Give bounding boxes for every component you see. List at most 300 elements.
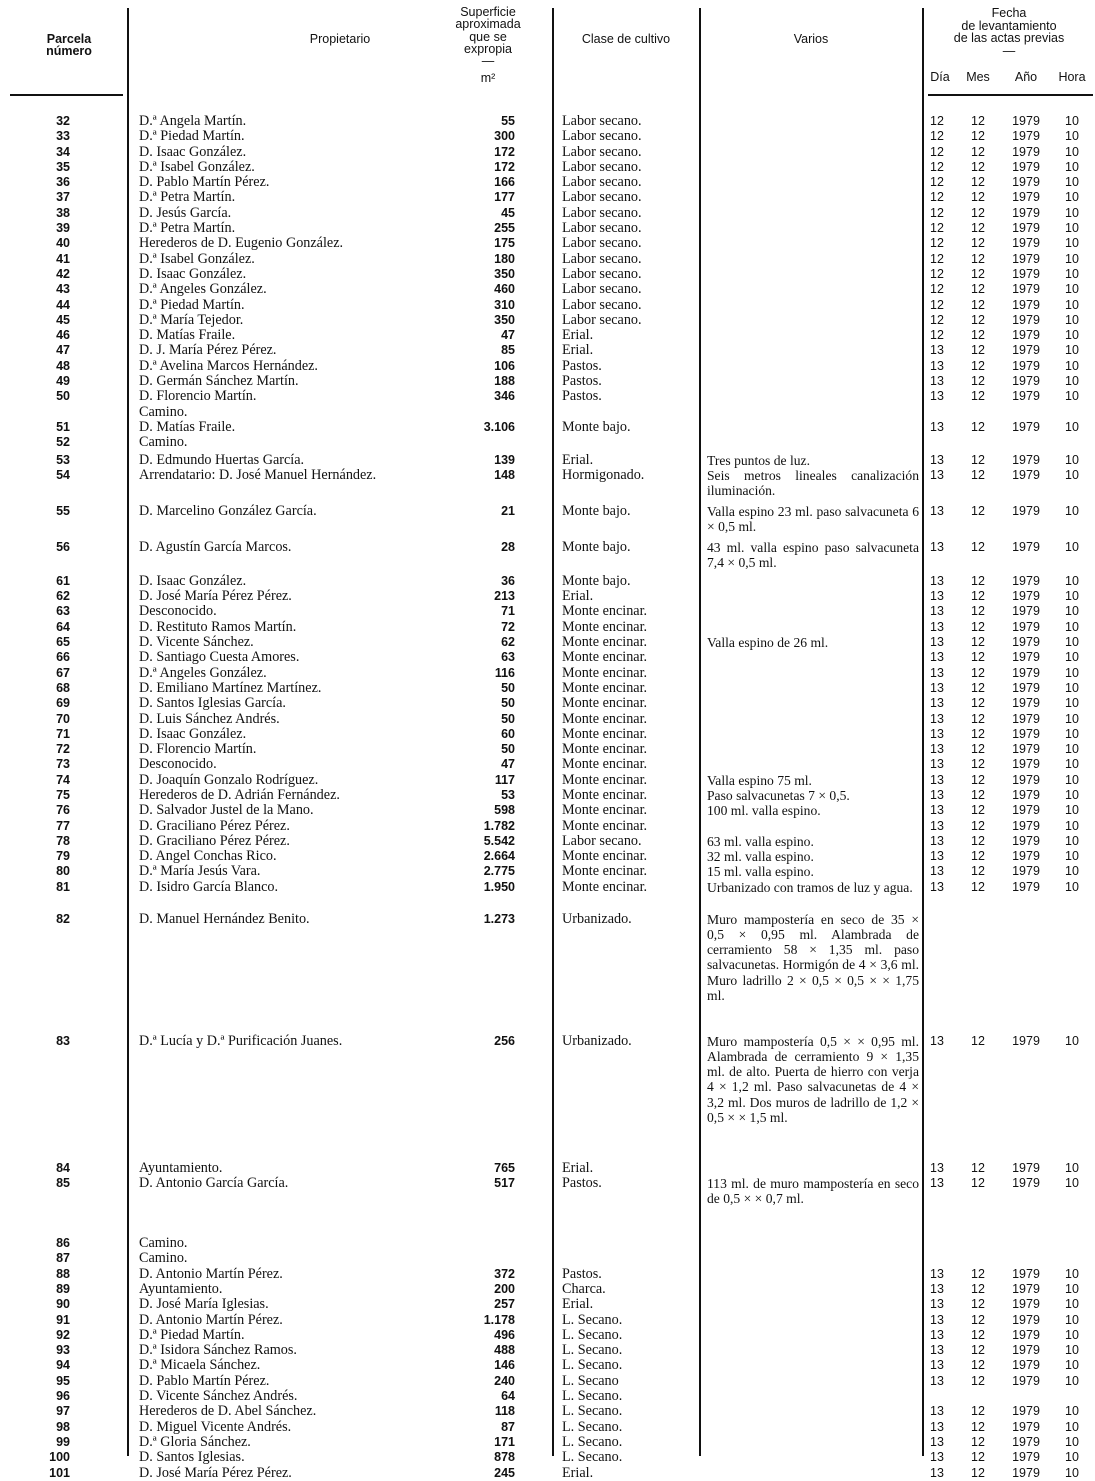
cell-parcel-number: 65 [56,635,70,650]
cell-parcel-number: 33 [56,129,70,144]
cell-hour: 10 [1065,251,1079,266]
cell-surface: 346 [494,389,515,404]
cell-surface: 765 [494,1160,515,1175]
cell-hour: 10 [1065,1450,1079,1465]
cell-parcel-number: 40 [56,236,70,251]
table-row [0,328,1095,343]
cell-surface: 256 [494,1033,515,1048]
cell-month: 12 [971,849,985,864]
cell-parcel-number: 42 [56,266,70,281]
cell-year: 1979 [1012,236,1040,251]
cell-owner: D. J. María Pérez Pérez. [139,342,277,359]
cell-day: 13 [930,1358,944,1373]
cell-crop-class: Labor secano. [562,311,642,328]
cell-hour: 10 [1065,864,1079,879]
cell-parcel-number: 32 [56,114,70,128]
cell-year: 1979 [1012,1343,1040,1358]
cell-hour: 10 [1065,1281,1079,1296]
table-row [0,1313,1095,1328]
cell-notes: Valla espino 23 ml. paso salvacuneta 6 × 0,5 ml. [707,503,919,535]
cell-hour: 10 [1065,619,1079,634]
cell-parcel-number: 97 [56,1404,70,1419]
cell-surface: 117 [494,772,515,787]
cell-parcel-number: 95 [56,1373,70,1388]
cell-month: 12 [971,787,985,802]
cell-hour: 10 [1065,849,1079,864]
cell-year: 1979 [1012,389,1040,404]
cell-notes: 113 ml. de muro mampostería en seco de 0,5 × × 0,7 ml. [707,1176,919,1207]
cell-crop-class: Pastos. [562,1175,602,1192]
cell-surface: 2.664 [483,849,515,864]
cell-month: 12 [971,251,985,266]
cell-crop-class: Erial. [562,1159,594,1176]
cell-day: 12 [930,159,944,174]
cell-hour: 10 [1065,374,1079,389]
cell-month: 12 [971,1419,985,1434]
cell-hour: 10 [1065,419,1079,434]
header-propietario-label: Propietario [309,32,371,46]
table-row [0,389,1095,404]
table-body [0,114,1095,1481]
cell-year: 1979 [1012,573,1040,588]
cell-crop-class: Monte encinar. [562,756,648,773]
cell-parcel-number: 84 [56,1160,70,1175]
cell-parcel-number: 81 [56,879,70,894]
cell-owner: D. Matías Fraile. [139,418,236,435]
cell-year: 1979 [1012,467,1040,482]
cell-crop-class: Labor secano. [562,265,642,282]
table-row [0,221,1095,236]
table-row [0,650,1095,665]
cell-parcel-number: 53 [56,452,70,467]
cell-owner: D.ª Micaela Sánchez. [139,1357,261,1374]
cell-parcel-number: 48 [56,358,70,373]
cell-owner: Desconocido. [139,756,217,773]
header-fecha-line: — [1002,43,1016,58]
header-mes: Mes [966,70,990,84]
cell-hour: 10 [1065,742,1079,757]
header-clase-label: Clase de cultivo [581,32,671,46]
cell-owner: D. Santos Iglesias. [139,1449,245,1466]
cell-day: 13 [930,680,944,695]
cell-surface: 350 [494,312,515,327]
cell-owner: D.ª Angeles González. [139,281,267,298]
cell-surface: 1.178 [483,1312,515,1327]
cell-day: 13 [930,1419,944,1434]
cell-day: 12 [930,312,944,327]
cell-year: 1979 [1012,221,1040,236]
cell-parcel-number: 43 [56,282,70,297]
cell-parcel-number: 66 [56,650,70,665]
cell-parcel-number: 88 [56,1266,70,1281]
cell-month: 12 [971,1327,985,1342]
cell-surface: 175 [494,236,515,251]
cell-surface: 300 [494,129,515,144]
cell-parcel-number: 41 [56,251,70,266]
cell-crop-class: Labor secano. [562,158,642,175]
cell-crop-class: L. Secano. [562,1326,623,1343]
table-row [0,129,1095,144]
cell-month: 12 [971,879,985,894]
cell-day: 13 [930,419,944,434]
cell-surface: 177 [494,190,515,205]
cell-year: 1979 [1012,452,1040,467]
cell-crop-class: Hormigonado. [562,466,645,483]
cell-month: 12 [971,328,985,343]
cell-notes: 100 ml. valla espino. [707,803,821,819]
cell-parcel-number: 87 [56,1251,70,1266]
cell-month: 12 [971,803,985,818]
cell-owner: D. Marcelino González García. [139,502,317,519]
cell-surface: 171 [494,1434,515,1449]
cell-surface: 2.775 [483,864,515,879]
cell-surface: 496 [494,1327,515,1342]
cell-month: 12 [971,589,985,604]
cell-owner: D. José María Pérez Pérez. [139,588,292,605]
cell-owner: Herederos de D. Eugenio González. [139,235,344,252]
cell-owner: D.ª Angela Martín. [139,113,247,129]
header-superficie-line: expropia [464,41,512,56]
cell-surface: 28 [501,539,515,554]
table-row [0,1251,1095,1266]
cell-year: 1979 [1012,879,1040,894]
cell-owner: D.ª Avelina Marcos Hernández. [139,357,318,374]
header-varios [703,33,919,45]
cell-day: 13 [930,864,944,879]
cell-parcel-number: 49 [56,374,70,389]
table-row [0,589,1095,604]
cell-year: 1979 [1012,114,1040,128]
cell-parcel-number: 100 [49,1450,70,1465]
table-row [0,696,1095,711]
cell-crop-class: Monte encinar. [562,817,648,834]
cell-owner: D. Graciliano Pérez Pérez. [139,817,290,834]
cell-month: 12 [971,358,985,373]
cell-owner: D.ª Isidora Sánchez Ramos. [139,1342,297,1359]
cell-crop-class: Monte encinar. [562,634,648,651]
cell-owner: D. Vicente Sánchez Andrés. [139,1388,298,1405]
table-row [0,1267,1095,1282]
table-row [0,435,1095,450]
cell-crop-class: Monte encinar. [562,863,648,880]
cell-crop-class: Monte encinar. [562,664,648,681]
cell-crop-class: Monte encinar. [562,679,648,696]
table-row [0,1450,1095,1465]
cell-crop-class: Pastos. [562,1265,602,1282]
cell-year: 1979 [1012,358,1040,373]
cell-surface: 36 [501,573,515,588]
table-row [0,757,1095,772]
cell-hour: 10 [1065,711,1079,726]
cell-owner: D.ª Angeles González. [139,664,267,681]
cell-surface: 245 [494,1465,515,1480]
cell-day: 13 [930,1266,944,1281]
cell-parcel-number: 75 [56,787,70,802]
table-row [0,359,1095,374]
cell-month: 12 [971,726,985,741]
cell-day: 13 [930,1450,944,1465]
cell-day: 13 [930,1297,944,1312]
header-superficie-unit: m² [480,71,496,86]
table-row [0,620,1095,635]
cell-year: 1979 [1012,757,1040,772]
cell-month: 12 [971,1312,985,1327]
cell-year: 1979 [1012,1176,1040,1191]
cell-surface: 118 [494,1404,515,1419]
cell-owner: D. Isidro García Blanco. [139,878,279,895]
cell-hour: 10 [1065,389,1079,404]
cell-parcel-number: 89 [56,1281,70,1296]
table-row [0,1161,1095,1176]
cell-owner: D. Graciliano Pérez Pérez. [139,832,290,849]
table-row [0,206,1095,221]
cell-owner: D. Antonio Martín Pérez. [139,1311,283,1328]
cell-hour: 10 [1065,114,1079,128]
cell-year: 1979 [1012,205,1040,220]
cell-hour: 10 [1065,803,1079,818]
cell-day: 13 [930,573,944,588]
cell-owner: D. Isaac González. [139,725,247,742]
cell-year: 1979 [1012,619,1040,634]
cell-day: 13 [930,879,944,894]
cell-hour: 10 [1065,787,1079,802]
cell-crop-class: Monte bajo. [562,418,631,435]
cell-owner: D.ª Petra Martín. [139,189,236,206]
cell-day: 12 [930,129,944,144]
cell-hour: 10 [1065,589,1079,604]
cell-hour: 10 [1065,1266,1079,1281]
cell-day: 13 [930,849,944,864]
cell-year: 1979 [1012,1450,1040,1465]
cell-parcel-number: 54 [56,467,70,482]
cell-crop-class: Monte encinar. [562,802,648,819]
cell-crop-class: Monte encinar. [562,603,648,620]
cell-hour: 10 [1065,358,1079,373]
cell-month: 12 [971,742,985,757]
cell-owner: Desconocido. [139,603,217,620]
cell-crop-class: Labor secano. [562,296,642,313]
cell-parcel-number: 62 [56,589,70,604]
cell-hour: 10 [1065,1176,1079,1191]
cell-day: 13 [930,650,944,665]
cell-surface: 372 [494,1266,515,1281]
cell-owner: D. Isaac González. [139,143,247,160]
cell-crop-class: Monte bajo. [562,538,631,555]
cell-notes: 15 ml. valla espino. [707,864,814,880]
cell-crop-class: Labor secano. [562,250,642,267]
cell-year: 1979 [1012,711,1040,726]
cell-day: 12 [930,205,944,220]
cell-owner: Camino. [139,434,188,451]
cell-year: 1979 [1012,1465,1040,1480]
cell-hour: 10 [1065,604,1079,619]
cell-month: 12 [971,604,985,619]
cell-crop-class: Monte encinar. [562,786,648,803]
cell-day: 12 [930,221,944,236]
header-superficie-line: — [481,54,495,69]
cell-hour: 10 [1065,833,1079,848]
cell-surface: 71 [501,604,515,619]
cell-hour: 10 [1065,1160,1079,1175]
table-row [0,1374,1095,1389]
cell-owner: Ayuntamiento. [139,1280,223,1297]
cell-crop-class: Labor secano. [562,832,642,849]
table-row [0,666,1095,681]
cell-crop-class: Monte encinar. [562,649,648,666]
cell-day: 13 [930,1327,944,1342]
table-row [0,849,1095,864]
cell-parcel-number: 51 [56,419,70,434]
cell-day: 13 [930,772,944,787]
cell-hour: 10 [1065,282,1079,297]
cell-crop-class: Labor secano. [562,113,642,129]
table-row [0,343,1095,358]
cell-day: 13 [930,665,944,680]
header-fecha-line: de las actas previas [953,31,1065,45]
cell-surface: 139 [494,452,515,467]
cell-crop-class: Erial. [562,1296,594,1313]
cell-year: 1979 [1012,864,1040,879]
cell-crop-class: Erial. [562,588,594,605]
cell-month: 12 [971,236,985,251]
cell-surface: 213 [494,589,515,604]
cell-crop-class: Pastos. [562,388,602,405]
cell-parcel-number: 85 [56,1176,70,1191]
cell-surface: 598 [494,803,515,818]
table-row [0,175,1095,190]
cell-year: 1979 [1012,282,1040,297]
table-row [0,504,1095,534]
cell-hour: 10 [1065,665,1079,680]
cell-owner: D. José María Iglesias. [139,1296,269,1313]
cell-year: 1979 [1012,266,1040,281]
cell-crop-class: Erial. [562,451,594,468]
table-row [0,788,1095,803]
cell-month: 12 [971,1033,985,1048]
cell-day: 13 [930,711,944,726]
cell-surface: 5.542 [483,833,515,848]
cell-hour: 10 [1065,1358,1079,1373]
cell-month: 12 [971,539,985,554]
cell-hour: 10 [1065,503,1079,518]
cell-day: 12 [930,251,944,266]
cell-hour: 10 [1065,467,1079,482]
cell-owner: D.ª Gloria Sánchez. [139,1433,251,1450]
cell-year: 1979 [1012,328,1040,343]
cell-surface: 200 [494,1281,515,1296]
cell-parcel-number: 56 [56,539,70,554]
cell-parcel-number: 92 [56,1327,70,1342]
cell-parcel-number: 90 [56,1297,70,1312]
table-row [0,540,1095,570]
cell-crop-class: L. Secano. [562,1388,623,1405]
cell-crop-class: Pastos. [562,373,602,390]
cell-day: 12 [930,190,944,205]
cell-day: 13 [930,696,944,711]
cell-parcel-number: 47 [56,343,70,358]
cell-crop-class: Monte encinar. [562,878,648,895]
table-row [0,236,1095,251]
header-superficie-line: Superficie [460,5,516,19]
cell-parcel-number: 45 [56,312,70,327]
cell-parcel-number: 99 [56,1434,70,1449]
cell-owner: D. Florencio Martín. [139,388,257,405]
cell-crop-class: L. Secano. [562,1418,623,1435]
cell-owner: D. Agustín García Marcos. [139,538,292,555]
cell-month: 12 [971,635,985,650]
cell-hour: 10 [1065,343,1079,358]
table-row [0,160,1095,175]
cell-year: 1979 [1012,803,1040,818]
table-row [0,190,1095,205]
cell-year: 1979 [1012,650,1040,665]
cell-hour: 10 [1065,879,1079,894]
cell-notes: Valla espino de 26 ml. [707,635,829,651]
cell-owner: Herederos de D. Adrián Fernández. [139,786,340,803]
header-rule [10,94,123,96]
cell-surface: 21 [501,503,515,518]
cell-day: 13 [930,1281,944,1296]
cell-month: 12 [971,452,985,467]
cell-month: 12 [971,1358,985,1373]
cell-parcel-number: 38 [56,205,70,220]
cell-owner: Arrendatario: D. José Manuel Hernández. [139,466,377,483]
table-row [0,1297,1095,1312]
cell-month: 12 [971,389,985,404]
cell-parcel-number: 74 [56,772,70,787]
cell-crop-class: Labor secano. [562,174,642,191]
table-row [0,405,1095,420]
cell-month: 12 [971,144,985,159]
cell-surface: 53 [501,787,515,802]
cell-day: 13 [930,1465,944,1480]
header-parcela [14,33,124,57]
cell-day: 12 [930,236,944,251]
cell-owner: D. Santiago Cuesta Amores. [139,649,300,666]
table-row [0,145,1095,160]
cell-owner: D.ª Isabel González. [139,158,255,175]
table-row [0,912,1095,1034]
table-row [0,880,1095,910]
cell-year: 1979 [1012,144,1040,159]
cell-month: 12 [971,1176,985,1191]
cell-month: 12 [971,573,985,588]
header-superficie [434,6,542,85]
cell-owner: D. Luis Sánchez Andrés. [139,710,280,727]
cell-day: 12 [930,175,944,190]
cell-notes: Muro mampostería 0,5 × × 0,95 ml. Alambrada de cerramiento 9 × 1,35 ml. de alto. Puerta de hierro con verja 4 × 1,2 ml. Paso salvacunetas de 4 × 3,2 ml. Dos muros de ladrillo de 1,2 × 0,5 × × 1,5 ml. [707,1033,919,1125]
cell-month: 12 [971,1465,985,1480]
cell-year: 1979 [1012,1281,1040,1296]
cell-surface: 240 [494,1373,515,1388]
cell-parcel-number: 71 [56,726,70,741]
cell-parcel-number: 50 [56,389,70,404]
cell-month: 12 [971,114,985,128]
cell-parcel-number: 72 [56,742,70,757]
cell-owner: D.ª María Tejedor. [139,311,244,328]
cell-day: 13 [930,1404,944,1419]
cell-owner: D.ª Piedad Martín. [139,1326,245,1343]
cell-month: 12 [971,772,985,787]
cell-month: 12 [971,1404,985,1419]
cell-month: 12 [971,1434,985,1449]
cell-crop-class: Labor secano. [562,235,642,252]
cell-hour: 10 [1065,328,1079,343]
cell-owner: D. Antonio Martín Pérez. [139,1265,283,1282]
cell-surface: 55 [501,114,515,128]
header-superficie-line: aproximada [455,17,521,32]
cell-crop-class: Labor secano. [562,128,642,145]
